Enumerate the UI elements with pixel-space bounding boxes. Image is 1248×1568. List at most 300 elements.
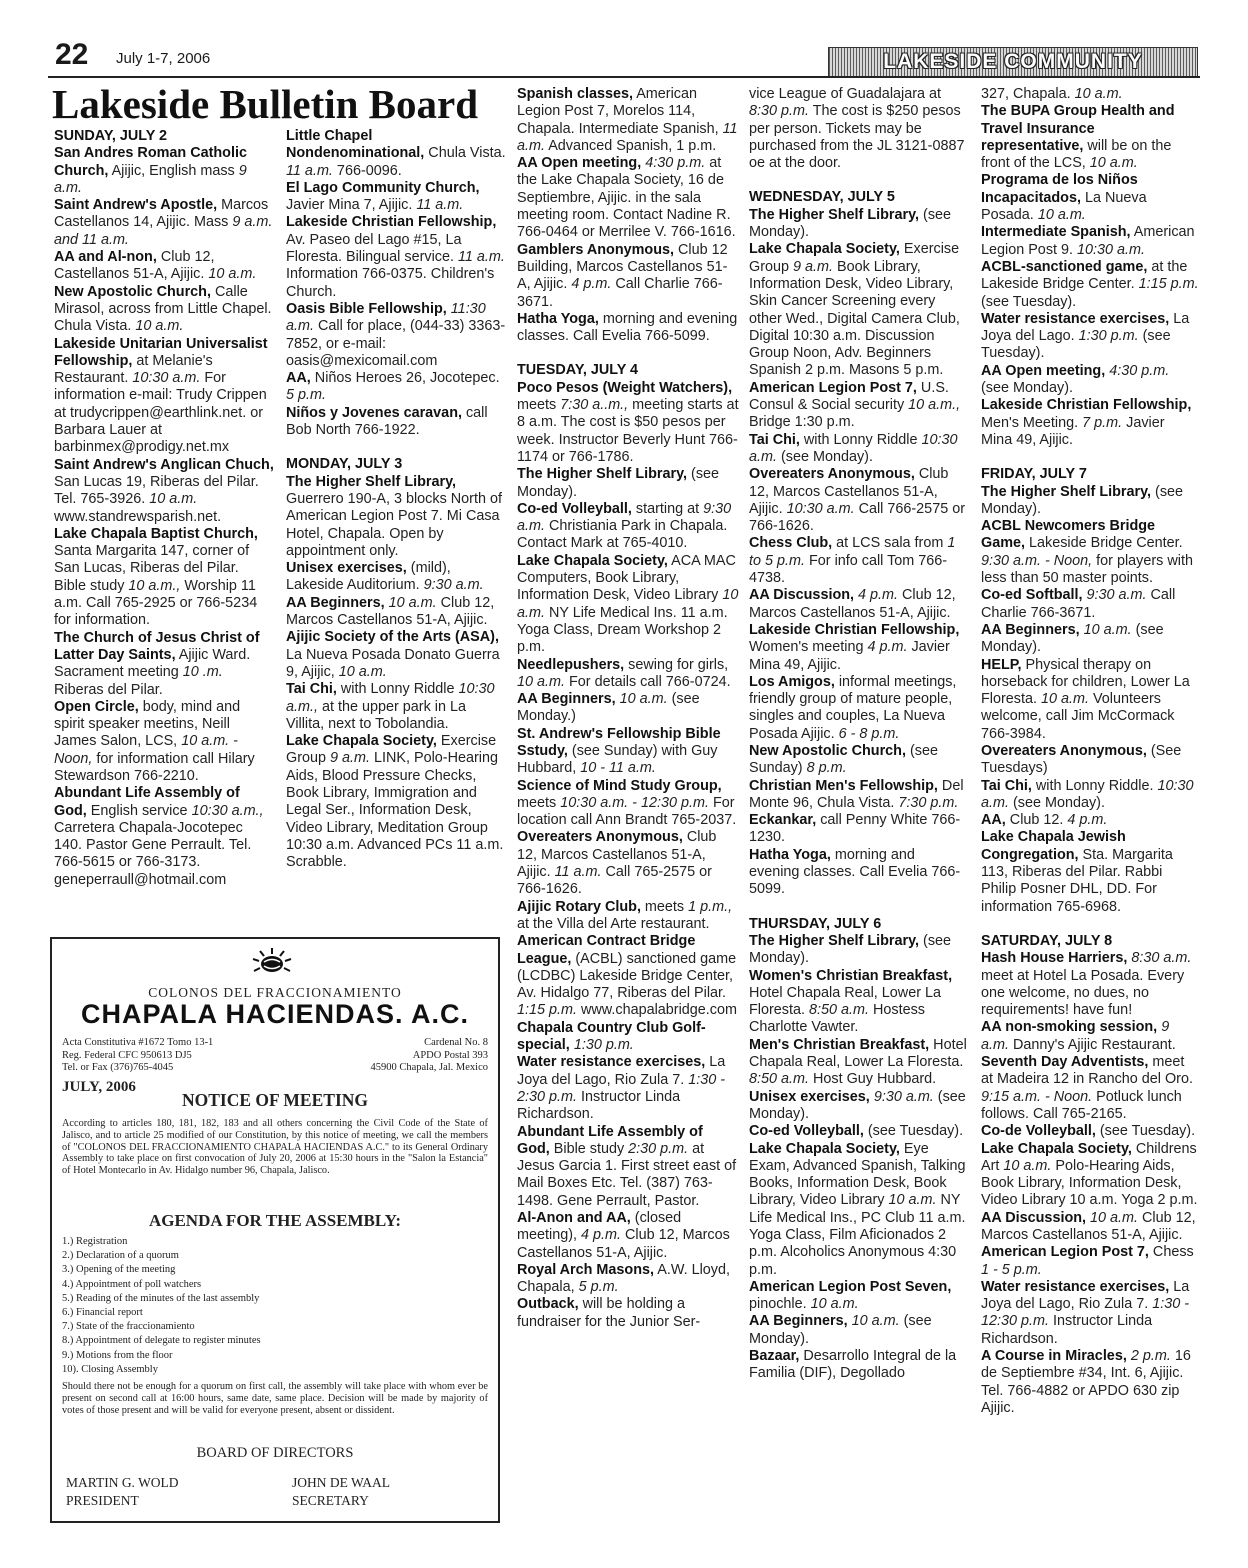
listing-detail: Danny's Ajijic Restaurant. xyxy=(1009,1036,1176,1053)
listing-title: Unisex exercises, xyxy=(749,1088,870,1105)
listing-detail: La Nueva Posada. xyxy=(981,189,1147,224)
section-title: LAKESIDE COMMUNITY xyxy=(883,50,1143,73)
listing-detail: Chula Vista. xyxy=(424,145,506,162)
listing-title: Lake Chapala Jewish Congregation, xyxy=(981,829,1126,863)
listing-title: American Legion Post Seven, xyxy=(749,1278,952,1295)
listing-detail: ACA MAC Computers, Book Library, Information Desk, Video Library xyxy=(517,552,736,604)
listing-title: Ajijic Rotary Club, xyxy=(517,898,641,915)
listing-entry xyxy=(286,405,506,440)
listing-entry xyxy=(749,743,969,778)
signer-title: SECRETARY xyxy=(292,1493,369,1508)
listing-detail: LINK, Polo-Hearing Aids, Blood Pressure Checks, Book Library, Immigration and Legal Ser., Information Desk, Video Library, Meditation Group 10:30 a.m. Advanced PCs 11 a.m. Scrabble. xyxy=(286,750,504,871)
listing-entry xyxy=(286,595,506,630)
listing-title: Lakeside Unitarian Universalist Fellowship, xyxy=(54,335,268,369)
listing-title: Unisex exercises, xyxy=(286,560,407,577)
listing-title: Programa de los Niños Incapacitados, xyxy=(981,172,1138,206)
meeting-notice-ad xyxy=(50,937,500,1523)
listing-title: Lake Chapala Society, xyxy=(749,241,900,258)
listing-detail: (see Monday). xyxy=(777,448,873,465)
listing-title: Open Circle, xyxy=(54,698,139,715)
listing-title: Chess Club, xyxy=(749,535,833,552)
listing-title: The Higher Shelf Library, xyxy=(517,466,688,483)
listing-detail: body, mind and spirit speaker meetins, Neill James Salon, LCS, xyxy=(54,698,241,750)
listing-title: Co-ed Softball, xyxy=(981,587,1083,604)
listing-time: 1:15 p.m. xyxy=(1138,276,1199,293)
day-heading: FRIDAY, JULY 7 xyxy=(981,466,1087,483)
listing-detail: Marcos Castellanos 14, Ajijic. Mass xyxy=(54,197,269,231)
listing-detail: Host Guy Hubbard. xyxy=(809,1071,937,1088)
listing-entry xyxy=(54,197,274,249)
listing-detail: (see Monday). xyxy=(749,206,952,241)
listing-time: 10 a.m. xyxy=(517,673,565,690)
listing-time: 10 a.m. xyxy=(1003,1157,1052,1174)
listing-detail: will be on the front of the LCS, xyxy=(981,137,1172,172)
listing-title: Chapala Country Club Golf-special, xyxy=(517,1019,706,1054)
listing-time: 10 a.m. xyxy=(338,663,387,680)
listing-title: AA non-smoking session, xyxy=(981,1019,1158,1036)
listing-title: El Lago Community Church, xyxy=(286,179,480,196)
bulletin-column-3 xyxy=(517,86,739,1331)
listing-detail: starting at xyxy=(631,500,704,517)
listing-time: 10 a.m. xyxy=(851,1313,900,1330)
reg-line: Reg. Federal CFC 950613 DJ5 xyxy=(62,1049,192,1061)
listing-entry xyxy=(981,363,1199,398)
listing-time: 1:30 - 12:30 p.m. xyxy=(981,1296,1190,1330)
listing-entry xyxy=(981,829,1199,915)
listing-detail: (see Monday). xyxy=(517,466,720,500)
listing-title: HELP, xyxy=(981,656,1022,673)
listing-time: 10 a.m. xyxy=(1037,207,1086,224)
listing-entry xyxy=(749,86,969,172)
listing-detail: Club 12, Marcos Castellanos 51-A, Ajijic. xyxy=(749,587,956,621)
listing-entry xyxy=(981,1279,1199,1348)
listing-entry xyxy=(981,397,1199,449)
listing-title: American Contract Bridge League, xyxy=(517,933,696,967)
listing-entry xyxy=(749,1313,969,1348)
listing-time: 10:30 a.m., xyxy=(286,681,495,715)
listing-time: 8:50 a.m. xyxy=(808,1002,869,1019)
listing-detail: La Nueva Posada Donato Guerra 9, Ajijic, xyxy=(286,646,500,680)
page-number: 22 xyxy=(55,38,89,71)
listing-detail: Hotel Chapala Real, Lower La Floresta. xyxy=(749,1036,967,1071)
day-heading: MONDAY, JULY 3 xyxy=(286,456,403,473)
registration-right xyxy=(370,1037,488,1075)
listing-time: 10:30 a.m. xyxy=(786,500,855,517)
listing-title: Overeaters Anonymous, xyxy=(981,742,1147,759)
listing-time: 1 p.m., xyxy=(688,898,733,915)
listing-entry xyxy=(981,1348,1199,1417)
listing-time: 10 a.m., xyxy=(128,577,181,594)
agenda-item: 3.) Opening of the meeting xyxy=(62,1264,176,1276)
listing-entry xyxy=(517,933,739,1019)
listing-entry xyxy=(286,681,506,733)
listing-time: 10 a.m. xyxy=(1090,1209,1139,1226)
listing-detail: www.standrewsparish.net. xyxy=(54,508,222,525)
listing-time: 10 a.m. xyxy=(1040,691,1089,708)
listing-detail: (see Monday.) xyxy=(517,691,700,725)
listing-detail: (ACBL) sanctioned game (LCDBC) Lakeside Bridge Center, Av. Hidalgo 77, Riberas del Pilar. xyxy=(517,950,737,1002)
listing-entry xyxy=(517,380,739,466)
day-heading: WEDNESDAY, JULY 5 xyxy=(749,189,895,206)
listing-detail: (see Tuesday). xyxy=(1095,1123,1196,1140)
listing-time: 10 a.m. xyxy=(135,318,184,335)
listing-detail: meets xyxy=(517,794,561,811)
listing-entry xyxy=(286,560,506,595)
org-line: COLONOS DEL FRACCIONAMIENTO xyxy=(148,985,402,1000)
listing-time: 1:15 p.m. xyxy=(517,1002,577,1019)
listing-detail: sewing for girls, xyxy=(624,656,729,673)
listing-entry xyxy=(749,674,969,743)
listing-detail: Calle Mirasol, across from Little Chapel. Chula Vista. xyxy=(54,283,272,335)
listing-title: AA and Al-non, xyxy=(54,249,157,266)
listing-time: 4 p.m. xyxy=(581,1227,621,1244)
listing-detail: (see Monday). xyxy=(749,1088,966,1122)
listing-entry xyxy=(749,1089,969,1124)
listing-title: The Higher Shelf Library, xyxy=(749,932,920,949)
listing-detail: meet at Hotel La Posada. Every one welcome, no dues, no requirements! have fun! xyxy=(981,967,1185,1019)
listing-detail: Club 12. xyxy=(1005,812,1068,829)
listing-detail: morning and evening classes. Call Evelia 766-5099. xyxy=(749,846,961,898)
listing-detail: at Melanie's Restaurant. xyxy=(54,352,213,387)
listing-title: Hash House Harriers, xyxy=(981,950,1128,967)
listing-title: The Church of Jesus Christ of Latter Day Saints, xyxy=(54,629,260,663)
president-signature xyxy=(66,1474,179,1510)
listing-detail: Carretera Chapala-Jocotepec 140. Pastor Gene Perrault. Tel. 766-5615 or 766-3173. geneperraull@hotmail.com xyxy=(54,819,252,888)
listing-detail: Av. Paseo del Lago #15, La Floresta. Bilingual service. xyxy=(286,231,462,266)
listing-title: Hatha Yoga, xyxy=(517,310,599,327)
listing-time: 11 a.m. xyxy=(457,249,505,266)
listing-detail: Christiania Park in Chapala. Contact Mark at 765-4010. xyxy=(517,518,728,552)
listing-detail: Call Charlie 766-3671. xyxy=(517,276,723,310)
listing-detail: with Lonny Riddle. xyxy=(1031,777,1158,794)
listing-title: American Legion Post 7, xyxy=(749,379,917,396)
listing-detail: Potluck lunch follows. Call 765-2165. xyxy=(981,1088,1182,1122)
listing-title: AA Beginners, xyxy=(981,621,1080,638)
listing-entry xyxy=(54,457,274,526)
listing-detail: (see Tuesday). xyxy=(863,1123,964,1140)
listing-entry xyxy=(981,259,1199,311)
listing-time: 8:30 a.m. xyxy=(1131,950,1192,967)
listing-entry xyxy=(517,1262,739,1297)
listing-time: 9:30 a.m. xyxy=(517,500,732,535)
listing-time: 10 a.m. xyxy=(388,594,437,611)
listing-entry xyxy=(981,622,1199,657)
listing-detail: Call Charlie 766-3671. xyxy=(981,587,1176,621)
listing-title: The Higher Shelf Library, xyxy=(981,483,1152,500)
listing-detail: Ajijic, English mass xyxy=(108,162,239,179)
listing-title: Abundant Life Assembly of God, xyxy=(517,1123,703,1157)
listing-title: Water resistance exercises, xyxy=(981,310,1170,327)
agenda-item: 8.) Appointment of delegate to register minutes xyxy=(62,1335,261,1347)
listing-title: AA Beginners, xyxy=(286,594,385,611)
address-line: Cardenal No. 8 xyxy=(424,1037,488,1048)
listing-entry xyxy=(981,950,1199,1019)
listing-detail: Exercise Group xyxy=(749,241,960,275)
listing-title: Lake Chapala Society, xyxy=(286,733,437,750)
listing-detail: Desarrollo Integral de la Familia (DIF), Degollado xyxy=(749,1348,957,1382)
listing-detail: meets xyxy=(517,397,561,414)
listing-time: 5 p.m. xyxy=(578,1279,619,1296)
listing-detail: at LCS sala from xyxy=(832,535,948,552)
listing-detail: (see Sunday) xyxy=(749,742,938,777)
listing-detail: Childrens Art xyxy=(981,1140,1197,1174)
listing-detail: vice League of Guadalajara at xyxy=(749,86,942,102)
listing-entry xyxy=(749,432,969,467)
signer-title: PRESIDENT xyxy=(66,1493,139,1508)
listing-detail: San Lucas 19, Riberas del Pilar. Tel. 765-3926. xyxy=(54,473,259,508)
signer-name: MARTIN G. WOLD xyxy=(66,1475,179,1490)
listing-detail: (see Monday). xyxy=(1009,794,1105,811)
listing-time: 10 a.m. xyxy=(888,1192,937,1209)
listing-entry xyxy=(517,155,739,241)
listing-detail: Physical therapy on horseback for children, Lower La Floresta. xyxy=(981,656,1190,708)
listing-detail: La Joya del Lago. xyxy=(981,310,1190,345)
listing-detail: Club 12 Building, Marcos Castellanos 51-A, Ajijic. xyxy=(517,241,728,293)
listing-title: AA Open meeting, xyxy=(517,155,642,172)
listing-time: 10:30 a.m. xyxy=(981,777,1194,811)
listing-title: AA, xyxy=(981,812,1006,829)
listing-entry xyxy=(286,370,506,405)
agenda-item: 7.) State of the fraccionamiento xyxy=(62,1321,195,1333)
listing-time: 9 a.m. xyxy=(54,162,247,196)
listing-entry xyxy=(981,1123,1199,1140)
listing-title: Lake Chapala Society, xyxy=(749,1140,900,1157)
page-headline: Lakeside Bulletin Board xyxy=(52,81,479,127)
listing-entry xyxy=(286,301,506,370)
agenda-item: 4.) Appointment of poll watchers xyxy=(62,1278,202,1290)
listing-title: Lake Chapala Society, xyxy=(981,1140,1132,1157)
listing-entry xyxy=(286,474,506,560)
listing-entry xyxy=(981,311,1199,363)
listing-title: San Andres Roman Catholic Church, xyxy=(54,145,247,179)
listing-entry xyxy=(517,778,739,830)
listing-time: 1:30 - 2:30 p.m. xyxy=(517,1071,726,1105)
listing-detail: U.S. Consul & Social security xyxy=(749,379,949,414)
section-banner xyxy=(828,47,1198,77)
listing-detail: Sta. Margarita 113, Riberas del Pilar. Rabbi Philip Posner DHL, DD. For information 765-6968. xyxy=(981,846,1173,915)
header-rule xyxy=(48,76,1200,78)
listing-entry xyxy=(749,933,969,968)
issue-date: July 1-7, 2006 xyxy=(116,50,211,67)
agenda-item: 1.) Registration xyxy=(62,1236,128,1247)
listing-entry xyxy=(517,1020,739,1055)
agenda-item: 5.) Reading of the minutes of the last assembly xyxy=(62,1292,260,1304)
listing-title: The Higher Shelf Library, xyxy=(749,206,920,223)
agenda-list xyxy=(62,1235,261,1377)
listing-entry xyxy=(517,1210,739,1262)
listing-title: Outback, xyxy=(517,1296,579,1313)
signer-name: JOHN DE WAAL xyxy=(292,1475,390,1490)
listing-title: Co-ed Volleyball, xyxy=(749,1123,864,1140)
listing-title: Women's Christian Breakfast, xyxy=(749,967,953,984)
listing-time: 10 a.m. xyxy=(517,587,739,621)
reg-line: Acta Constitutiva #1672 Tomo 13-1 xyxy=(62,1037,214,1048)
listing-detail: Club 12, Marcos Castellanos 51-A, Ajijic. xyxy=(286,594,495,629)
listing-title: Abundant Life Assembly of God, xyxy=(54,785,240,819)
listing-entry xyxy=(286,180,506,215)
listing-detail: Niños Heroes 26, Jocotepec. xyxy=(310,370,500,387)
listing-entry xyxy=(981,1210,1199,1245)
listing-detail: Javier Mina 49, Ajijic. xyxy=(981,414,1165,448)
listing-detail: informal meetings, friendly group of mature people, singles and couples, La Nueva Posada Ajijic. xyxy=(749,673,957,742)
listing-entry xyxy=(749,1279,969,1314)
listing-time: 8 p.m. xyxy=(806,760,847,777)
listing-detail: Club 12, Marcos Castellanos 51-A, Ajijic. xyxy=(517,1227,730,1261)
listing-detail: morning and evening classes. Call Evelia 766-5099. xyxy=(517,310,738,345)
day-heading: SATURDAY, JULY 8 xyxy=(981,932,1113,949)
listing-entry xyxy=(749,812,969,847)
board-heading: BOARD OF DIRECTORS xyxy=(196,1445,354,1461)
listing-time: 1:30 p.m. xyxy=(573,1037,634,1054)
listing-entry xyxy=(286,629,506,681)
day-heading: SUNDAY, JULY 2 xyxy=(54,128,168,144)
listing-title: Spanish classes, xyxy=(517,86,633,102)
listing-time: 8:30 p.m. xyxy=(749,103,809,120)
listing-detail: for players with less than 50 master points. xyxy=(981,552,1193,587)
listing-detail: will be holding a fundraiser for the Junior Ser- xyxy=(517,1296,701,1330)
listing-entry xyxy=(981,587,1199,622)
listing-time: 10:30 a.m., xyxy=(191,802,264,819)
listing-title: Intermediate Spanish, xyxy=(981,224,1131,241)
listing-entry xyxy=(54,526,274,630)
listing-detail: A.W. Lloyd, Chapala, xyxy=(517,1261,731,1296)
listing-entry xyxy=(749,1141,969,1279)
listing-detail: La Joya del Lago, Rio Zula 7. xyxy=(517,1054,726,1088)
sun-logo-icon xyxy=(250,947,294,977)
listing-time: 9 a.m. and 11 a.m. xyxy=(54,214,273,248)
listing-detail: (See Tuesdays) xyxy=(981,742,1182,777)
listing-time: 4 p.m. xyxy=(867,639,908,656)
listing-detail: Men's Meeting. xyxy=(981,414,1083,431)
listing-title: Ajijic Society of the Arts (ASA), xyxy=(286,629,499,646)
listing-detail: at Jesus Garcia 1. First street east of Mail Boxes Etc. Tel. (387) 763-1498. Gene Perrault, Pastor. xyxy=(517,1140,737,1209)
listing-time: 2:30 p.m. xyxy=(628,1140,689,1157)
listing-title: Co-de Volleyball, xyxy=(981,1123,1096,1140)
listing-entry xyxy=(981,224,1199,259)
listing-title: The BUPA Group Health and Travel Insurance representative, xyxy=(981,103,1175,154)
listing-title: ACBL Newcomers Bridge Game, xyxy=(981,518,1156,552)
listing-entry xyxy=(517,1296,739,1331)
listing-time: 11 a.m. xyxy=(286,162,333,179)
listing-time: 5 p.m. xyxy=(286,387,326,404)
listing-time: 7:30 p.m. xyxy=(898,794,959,811)
listing-detail: Call 765-2575 or 766-1626. xyxy=(517,864,712,898)
listing-time: 9 a.m. xyxy=(981,1019,1170,1053)
listing-time: 10 a.m. xyxy=(1083,621,1132,638)
listing-entry xyxy=(981,103,1199,172)
listing-entry xyxy=(517,657,739,692)
listing-time: 10 a.m. xyxy=(1089,155,1138,172)
listing-title: Saint Andrew's Apostle, xyxy=(54,197,218,214)
listing-title: Lake Chapala Society, xyxy=(517,552,668,569)
listing-detail: Javier Mina 49, Ajijic. xyxy=(749,639,950,673)
listing-title: Lake Chapala Baptist Church, xyxy=(54,525,258,542)
listing-detail: Volunteers welcome, call Jim McCormack 766-3984. xyxy=(981,691,1175,742)
listing-detail: (mild), Lakeside Auditorium. xyxy=(286,560,451,594)
listing-title: American Legion Post 7, xyxy=(981,1244,1149,1261)
notice-body: According to articles 180, 181, 182, 183 and all others concerning the Civil Code of the State of Jalisco, and to article 25 modified of our Constitution, by this notice of meeting, we call the members of "COLONOS DEL FRACCIONAMIENTO CHAPALA HACIENDAS A.C." to its General Ordinary Assembly to take place on first convocation of July 20, 2006 at 15:30 hours in the "Salon la Estancia" of Hotel Montecarlo in Av. Hidalgo number 96, Chapala, Jalisco. xyxy=(62,1118,488,1177)
listing-title: Al-Anon and AA, xyxy=(517,1210,631,1226)
listing-detail: 327, Chapala. xyxy=(981,86,1075,102)
listing-time: 10 a.m., xyxy=(908,397,961,414)
listing-time: 11:30 a.m. xyxy=(286,300,486,335)
listing-entry xyxy=(517,242,739,311)
listing-time: 1:30 p.m. xyxy=(1078,328,1139,345)
listing-entry xyxy=(981,657,1199,743)
listing-title: Men's Christian Breakfast, xyxy=(749,1036,930,1053)
listing-time: 9 a.m. xyxy=(793,258,833,275)
listing-title: AA Beginners, xyxy=(517,691,616,708)
listing-entry xyxy=(981,484,1199,519)
listing-detail: Call 766-2575 or 766-1626. xyxy=(749,500,965,535)
bulletin-column-2 xyxy=(286,128,506,871)
listing-time: 10:30 a.m. - 12:30 p.m. xyxy=(560,794,709,811)
listing-title: Lakeside Christian Fellowship, xyxy=(286,214,497,231)
listing-detail: with Lonny Riddle xyxy=(336,681,459,698)
listing-time: 7:30 a..m., xyxy=(560,397,629,414)
listing-entry xyxy=(517,829,739,898)
listing-title: Co-ed Volleyball, xyxy=(517,500,632,517)
listing-time: 10:30 a.m. xyxy=(132,370,201,387)
listing-detail: Club 12, Marcos Castellanos 51-A, Ajijic. xyxy=(517,829,717,881)
listing-detail: (see Tuesday). xyxy=(981,293,1077,310)
listing-entry xyxy=(517,691,739,726)
listing-detail: Bridge 1:30 p.m. xyxy=(749,414,855,431)
listing-entry xyxy=(517,553,739,657)
listing-entry xyxy=(54,249,274,284)
bulletin-column-4 xyxy=(749,86,969,1383)
listing-detail: at the upper park in La Villita, next to Tobolandia. xyxy=(286,698,467,732)
listing-entry xyxy=(517,311,739,346)
listing-title: Los Amigos, xyxy=(749,673,835,690)
listing-detail: Riberas del Pilar. xyxy=(54,681,163,698)
listing-detail: at the Villa del Arte restaurant. xyxy=(517,915,710,932)
listing-time: 9:30 a.m. xyxy=(873,1088,934,1105)
listing-time: 10 .m. xyxy=(182,664,223,681)
listing-title: Little Chapel Nondenominational, xyxy=(286,128,425,162)
listing-detail: Club 12, Marcos Castellanos 51-A, Ajijic. xyxy=(981,1209,1196,1243)
listing-title: Christian Men's Fellowship, xyxy=(749,777,938,794)
listing-entry xyxy=(749,778,969,813)
listing-detail: Club 12, Castellanos 51-A, Ajijic. xyxy=(54,249,215,283)
listing-detail: Instructor Linda Richardson. xyxy=(981,1313,1153,1347)
bulletin-column-1 xyxy=(54,128,274,889)
listing-time: 10 a.m. - Noon, xyxy=(54,733,238,767)
bulletin-column-5 xyxy=(981,86,1199,1417)
listing-entry xyxy=(749,1348,969,1383)
listing-detail: NY Life Medical Ins. 11 a.m. Yoga Class, Dream Workshop 2 p.m. xyxy=(517,604,728,656)
listing-title: AA Discussion, xyxy=(981,1209,1087,1226)
agenda-title: AGENDA FOR THE ASSEMBLY: xyxy=(148,1211,402,1230)
listing-detail: Women's meeting xyxy=(749,639,868,656)
listing-entry xyxy=(517,86,739,155)
listing-entry xyxy=(286,128,506,180)
listing-detail: For info call Tom 766-4738. xyxy=(749,552,948,587)
listing-detail: Worship 11 a.m. Call 765-2925 or 766-5234 for information. xyxy=(54,577,258,629)
listing-entry xyxy=(517,1124,739,1210)
listing-entry xyxy=(54,284,274,336)
listing-time: 4:30 p.m. xyxy=(645,155,706,172)
listing-title: The Higher Shelf Library, xyxy=(286,473,457,490)
listing-time: 10:30 a.m. xyxy=(749,431,958,465)
listing-detail: Advanced Spanish, 1 p.m. xyxy=(545,137,717,154)
listing-title: Tai Chi, xyxy=(981,777,1032,794)
listing-title: Tai Chi, xyxy=(749,431,800,448)
listing-time: 2 p.m. xyxy=(1130,1348,1171,1365)
listing-detail: Information 766-0375. Children's Church. xyxy=(286,266,495,300)
listing-title: ACBL-sanctioned game, xyxy=(981,258,1148,275)
listing-entry xyxy=(54,785,274,889)
